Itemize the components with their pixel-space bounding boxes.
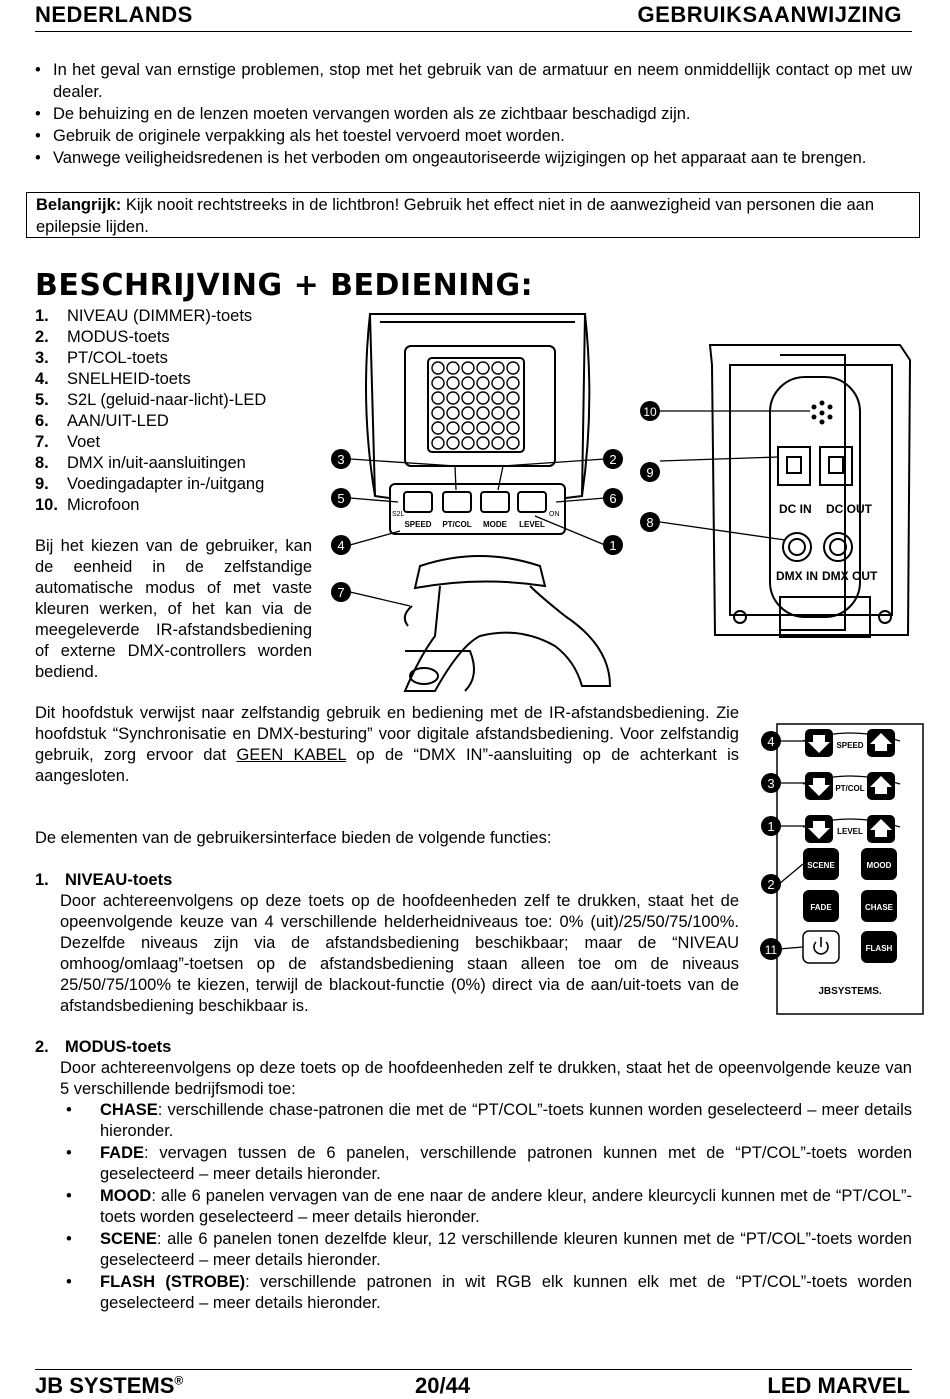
chapter-paragraph: Dit hoofdstuk verwijst naar zelfstandig gebruik en bediening met de IR-afstandsbediening. Zie hoofdstuk “Synchronisatie en DMX-besturing” voor digitale afstandsbediening. Voor zelfstandig gebruik, zorg ervoor dat GEEN KABEL op de “DMX IN”-aansluiting op de achterkant is aangesloten. [35,704,740,785]
callout-1: 1 [609,538,617,553]
callout-6: 6 [609,491,617,506]
rear-diagram [630,335,940,665]
remote-row-label: LEVEL [837,827,863,836]
item-1-text: Door achtereenvolgens op deze toets op de hoofdeenheden zelf te drukken, staat het de opeenvolgende keuze van 4 verschillende helderheidniveaus toe: 0% (uit)/25/50/75/100%. Dezelfde niveaus zijn via de afstandsbediening beschikbaar; maar de “NIVEAU omhoog/omlaag”-toetsen op de afstandsbediening staan alleen toe om de niveaus 25/50/75/100% te kiezen, terwijl de blackout-functie (0%) direct via de aan/uit-toets van de afstandsbediening beschikbaar is. [60,892,739,1015]
level-button[interactable] [518,492,546,512]
interface-intro: De elementen van de gebruikersinterface bieden de volgende functies: [35,829,552,847]
list-item: 4. SNELHEID-toets [35,370,191,388]
callout-3: 3 [767,776,775,791]
footer-product: LED MARVEL [767,1373,910,1398]
safety-bullet: • In het geval van ernstige problemen, stop met het gebruik van de armatuur en neem onmiddellijk contact op met uw dealer. [35,59,912,103]
dc-in-label: DC IN [779,502,812,516]
item-2-text: Door achtereenvolgens op deze toets op de hoofdeenheden zelf te drukken, staat het de opeenvolgende keuze van 5 verschillende bedrijfsmodi toe: [60,1059,912,1098]
callout-7: 7 [337,585,345,600]
mode-label: MODE [483,520,507,529]
list-item: 7. Voet [35,433,101,451]
dmx-in-label: DMX IN [776,569,818,583]
list-item: • CHASE: verschillende chase-patronen die met de “PT/COL”-toets kunnen worden geselecteerd – meer details hieronder. [60,1100,912,1142]
callout-4: 4 [767,734,775,749]
callout-11: 11 [764,943,778,957]
header-language: NEDERLANDS [35,2,193,27]
speed-label: SPEED [404,520,432,529]
list-item: 8. DMX in/uit-aansluitingen [35,454,246,472]
pt-col-label: PT/COL [442,520,472,529]
parts-list [35,306,266,516]
intro-paragraph: Bij het kiezen van de gebruiker, kan de eenheid in de zelfstandige automatische modus of met vaste kleuren werken, of het kan via de meegeleverde IR-afstandsbediening of externe DMX-controllers worden bediend. [35,537,312,681]
footer-brand: JB SYSTEMS® [35,1373,184,1398]
notice-label: Belangrijk: [36,196,122,214]
callout-2: 2 [767,877,775,892]
pt-col-button[interactable] [443,492,471,512]
chase-key-label: CHASE [864,903,894,912]
callout-10: 10 [643,405,657,419]
safety-bullet: • Vanwege veiligheidsredenen is het verboden om ongeautoriseerde wijzigingen op het apparaat aan te brengen. [35,147,912,169]
remote-diagram [755,722,930,1022]
item-1-heading: 1. NIVEAU-toets [35,871,173,889]
list-item: 6. AAN/UIT-LED [35,412,169,430]
list-item: 5. S2L (geluid-naar-licht)-LED [35,391,267,409]
level-label: LEVEL [519,520,545,529]
section-title: BESCHRIJVING + BEDIENING: [35,268,534,303]
flash-key-label: FLASH [865,944,893,953]
header-doc-type: GEBRUIKSAANWIJZING [637,2,902,27]
callout-9: 9 [646,465,654,480]
front-diagram [320,306,670,701]
list-item: • MOOD: alle 6 panelen vervagen van de ene naar de andere kleur, andere kleurcycli kunnen met de “PT/COL”-toets worden geselecteerd – meer details hieronder. [60,1186,912,1228]
callout-2: 2 [609,452,617,467]
list-item: • FLASH (STROBE): verschillende patronen in wit RGB elk kunnen elk met de “PT/COL”-toets worden geselecteerd – meer details hieronder. [60,1272,912,1314]
safety-bullet: • De behuizing en de lenzen moeten vervangen worden als ze zichtbaar beschadigd zijn. [35,103,912,125]
s2l-led-label: S2L [392,511,405,518]
list-item: 10. Microfoon [35,496,140,514]
item-2-heading: 2. MODUS-toets [35,1038,172,1056]
dmx-out-label: DMX OUT [822,569,878,583]
list-item: • SCENE: alle 6 panelen tonen dezelfde kleur, 12 verschillende kleuren kunnen met de “PT/COL”-toets worden geselecteerd – meer details hieronder. [60,1229,912,1271]
notice-text: Kijk nooit rechtstreeks in de lichtbron! Gebruik het effect niet in de aanwezigheid van personen die aan epilepsie lijden. [36,196,875,236]
list-item: 1. NIVEAU (DIMMER)-toets [35,307,253,325]
list-item: 3. PT/COL-toets [35,349,168,367]
header-rule [35,31,912,32]
remote-row-label: PT/COL [835,784,865,793]
callout-8: 8 [646,515,654,530]
callout-1: 1 [767,819,775,834]
list-item: • FADE: vervagen tussen de 6 panelen, verschillende patronen kunnen met de “PT/COL”-toets worden geselecteerd – meer details hieronder. [60,1143,912,1185]
footer-rule [35,1369,912,1370]
page-number: 20/44 [415,1373,471,1398]
speed-button[interactable] [404,492,432,512]
callout-4: 4 [337,538,345,553]
modes-list [60,1100,912,1315]
dc-out-label: DC OUT [826,502,872,516]
warning-notice [26,192,920,238]
scene-key-label: SCENE [807,861,835,870]
mode-button[interactable] [481,492,509,512]
on-led-label: ON [549,511,560,518]
mood-key-label: MOOD [866,861,892,870]
remote-row-label: SPEED [836,741,864,750]
no-cable-emphasis: GEEN KABEL [236,746,347,764]
safety-bullet: • Gebruik de originele verpakking als het toestel vervoerd moet worden. [35,125,912,147]
list-item: 9. Voedingadapter in-/uitgang [35,475,265,493]
list-item: 2. MODUS-toets [35,328,170,346]
callout-5: 5 [337,491,345,506]
remote-brand-logo: JBSYSTEMS. [818,986,882,997]
callout-3: 3 [337,452,345,467]
fade-key-label: FADE [810,903,832,912]
